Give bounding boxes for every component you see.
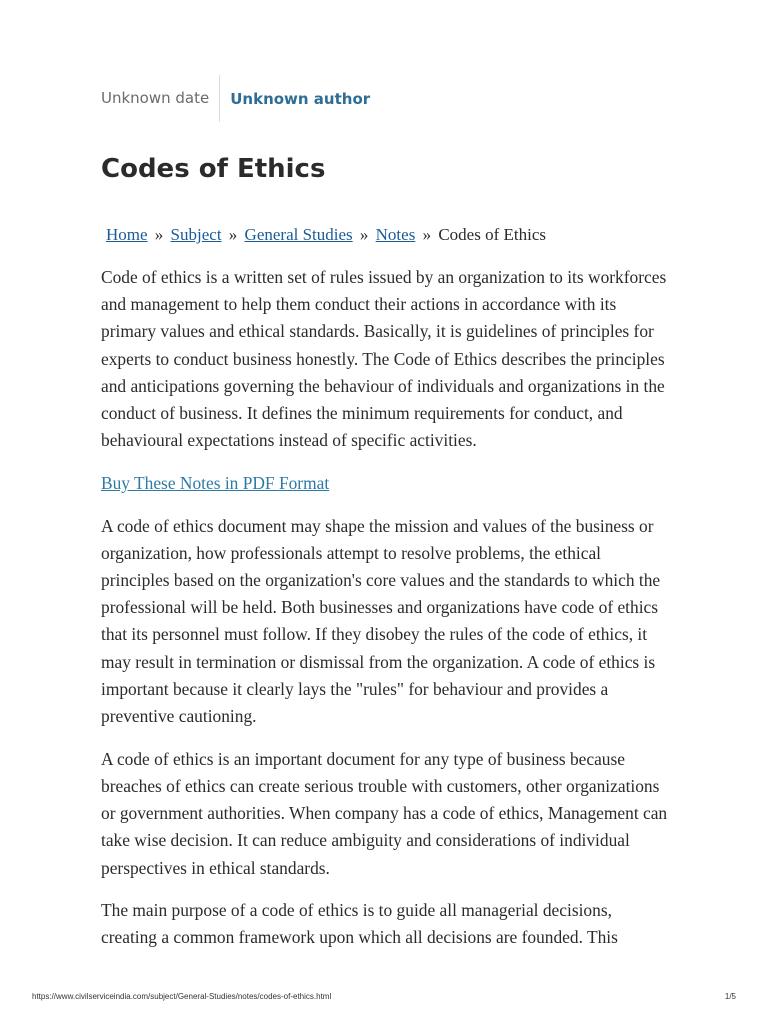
breadcrumb-subject-link[interactable]: Subject bbox=[170, 225, 222, 244]
buy-pdf-link[interactable]: Buy These Notes in PDF Format bbox=[101, 472, 330, 493]
breadcrumb-separator: » bbox=[422, 225, 432, 244]
article-meta bbox=[101, 75, 370, 122]
paragraph-purpose: The main purpose of a code of ethics is to guide all managerial decisions, creating a common framework upon which all decisions are founded. This bbox=[101, 900, 618, 948]
breadcrumb-notes-link[interactable]: Notes bbox=[375, 225, 416, 244]
breadcrumb-separator: » bbox=[228, 225, 238, 244]
breadcrumb-separator: » bbox=[359, 225, 369, 244]
footer-page-number: 1/5 bbox=[724, 992, 736, 1001]
article-date: Unknown date bbox=[101, 75, 220, 122]
paragraph-importance: A code of ethics is an important document for any type of business because breaches of ethics can create serious trouble with customers, other organizations or government authorities. When company has a code of ethics, Management can take wise decision. It can reduce ambiguity and considerations of individual perspectives in ethical standards. bbox=[101, 748, 668, 878]
footer-url: https://www.civilserviceindia.com/subject/General-Studies/notes/codes-of-ethics.html bbox=[32, 992, 332, 1001]
article-author-link[interactable]: Unknown author bbox=[230, 89, 371, 108]
paragraph-document: A code of ethics document may shape the mission and values of the business or organization, how professionals attempt to resolve problems, the ethical principles based on the organization's core values and the standards to which the professional will be held. Both businesses and organizations have code of ethics that its personnel must follow. If they disobey the rules of the code of ethics, it may result in termination or dismissal from the organization. A code of ethics is important because it clearly lays the "rules" for behaviour and provides a preventive cautioning. bbox=[101, 515, 661, 727]
paragraph-intro: Code of ethics is a written set of rules issued by an organization to its workforces and management to help them conduct their actions in accordance with its primary values and ethical standards. Basically, it is guidelines of principles for experts to conduct business honestly. The Code of Ethics describes the principles and anticipations governing the behaviour of individuals and organizations in the conduct of business. It defines the minimum requirements for conduct, and behavioural expectations instead of specific activities. bbox=[101, 267, 667, 451]
breadcrumb-current: Codes of Ethics bbox=[438, 225, 546, 244]
print-footer bbox=[32, 992, 736, 1001]
breadcrumb-separator: » bbox=[154, 225, 164, 244]
breadcrumb bbox=[106, 225, 546, 245]
breadcrumb-general-studies-link[interactable]: General Studies bbox=[244, 225, 353, 244]
page-title: Codes of Ethics bbox=[101, 154, 326, 184]
article-body bbox=[101, 264, 671, 967]
breadcrumb-home-link[interactable]: Home bbox=[106, 225, 148, 244]
